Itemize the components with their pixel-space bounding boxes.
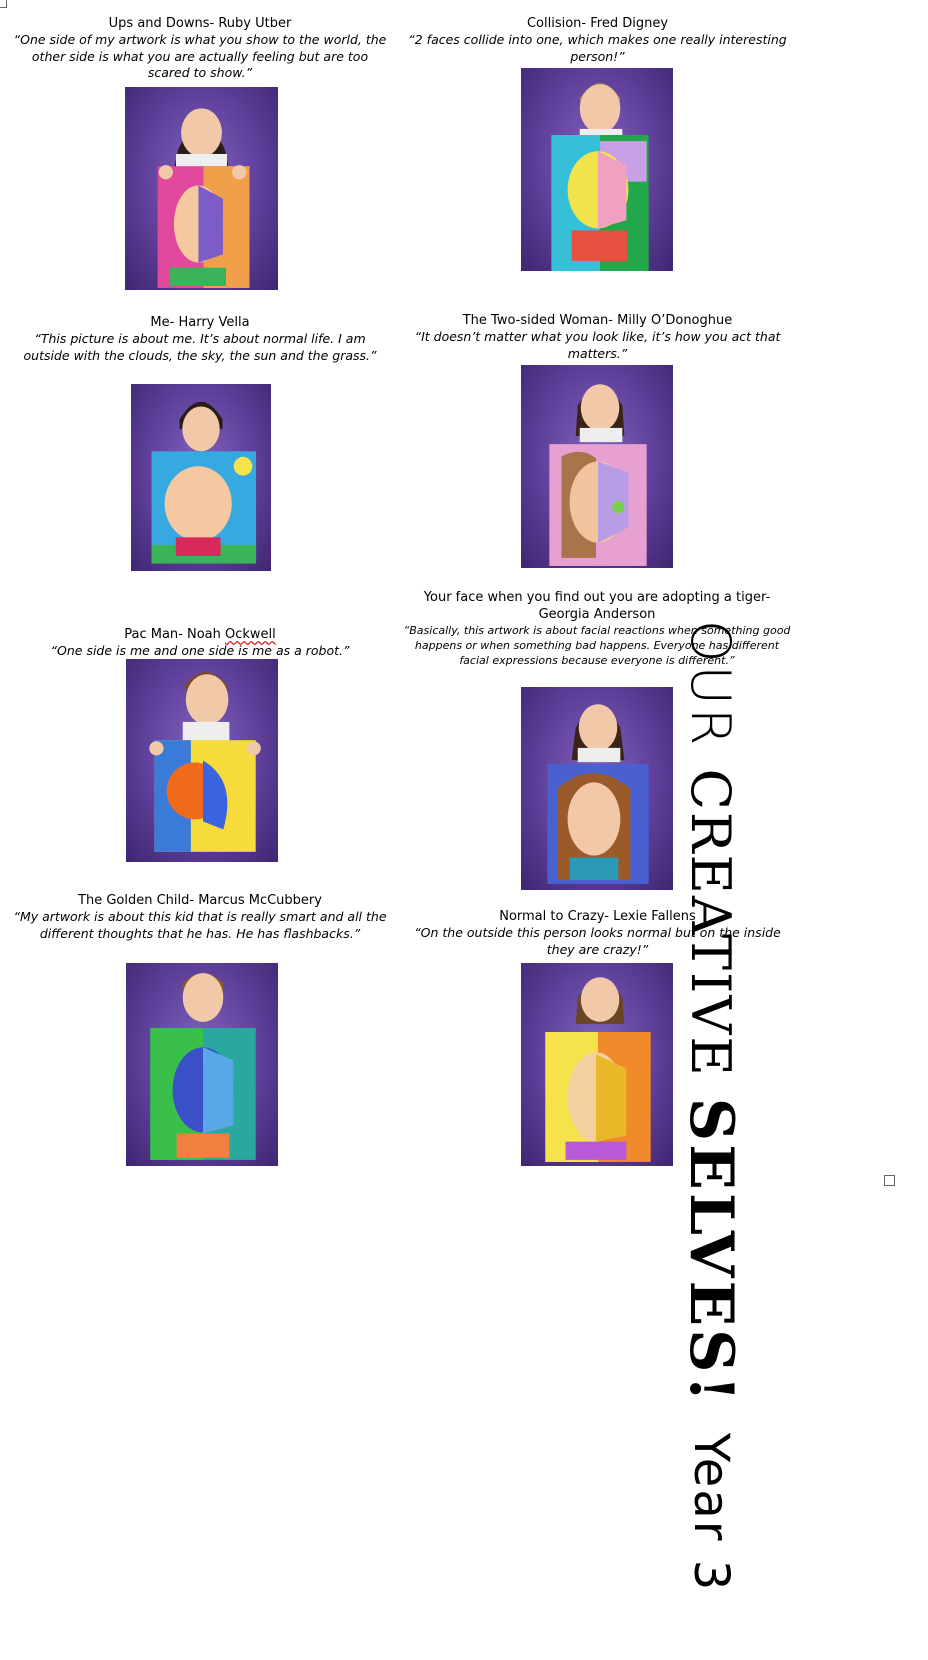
title-word-creative: CREATIVE [679,768,743,1078]
title-word-our: OUR [679,620,743,749]
corner-mark-top-left [0,0,7,8]
artwork-quote: “My artwork is about this kid that is really smart and all the different thoughts that he has. He has flashbacks.” [13,909,387,941]
artwork-title: Collision- Fred Digney [526,16,669,31]
artwork-card-fred [400,15,795,65]
vertical-page-title [656,620,766,1660]
artwork-card-harry [10,314,390,364]
student-photo [126,963,278,1166]
artwork-card-noah [10,626,390,660]
student-photo [521,365,673,568]
student-photo [521,963,673,1166]
student-photo [131,384,271,571]
artwork-quote: “Basically, this artwork is about facial reactions when something good happens or when something bad happens. Everyone has different facial expressions because everyone is different.” [403,624,791,667]
artwork-title: Normal to Crazy- Lexie Fallens [499,909,696,924]
artwork-title: The Golden Child- Marcus McCubbery [78,893,322,908]
corner-mark-bottom-right [884,1175,895,1186]
student-photo [521,687,673,890]
artwork-quote: “This picture is about me. It’s about normal life. I am outside with the clouds, the sky, the sun and the grass.” [23,331,377,363]
title-word-selves: SELVES! [676,1097,746,1405]
artwork-title: Me- Harry Vella [150,315,250,330]
student-photo [126,659,278,862]
artwork-title: Ups and Downs- Ruby Utber [108,16,292,31]
artwork-title: Pac Man- Noah Ockwell [124,627,276,642]
artwork-card-marcus [10,892,390,942]
artwork-card-ruby [10,15,390,82]
artwork-quote: “On the outside this person looks normal but on the inside they are crazy!” [414,925,781,957]
artwork-quote: “One side is me and one side is me as a robot.” [50,643,350,658]
artwork-title: Your face when you find out you are adopting a tiger- Georgia Anderson [423,590,771,622]
artwork-title: The Two-sided Woman- Milly O’Donoghue [462,313,733,328]
artwork-quote: “2 faces collide into one, which makes one really interesting person!” [408,32,787,64]
student-photo [521,68,673,271]
student-photo [125,87,278,290]
artwork-card-milly [400,312,795,362]
artwork-quote: “One side of my artwork is what you show to the world, the other side is what you are actually feeling but are too scared to show.” [13,32,387,80]
artwork-quote: “It doesn’t matter what you look like, it’s how you act that matters.” [414,329,781,361]
title-year-label: Year 3 [683,1432,739,1593]
